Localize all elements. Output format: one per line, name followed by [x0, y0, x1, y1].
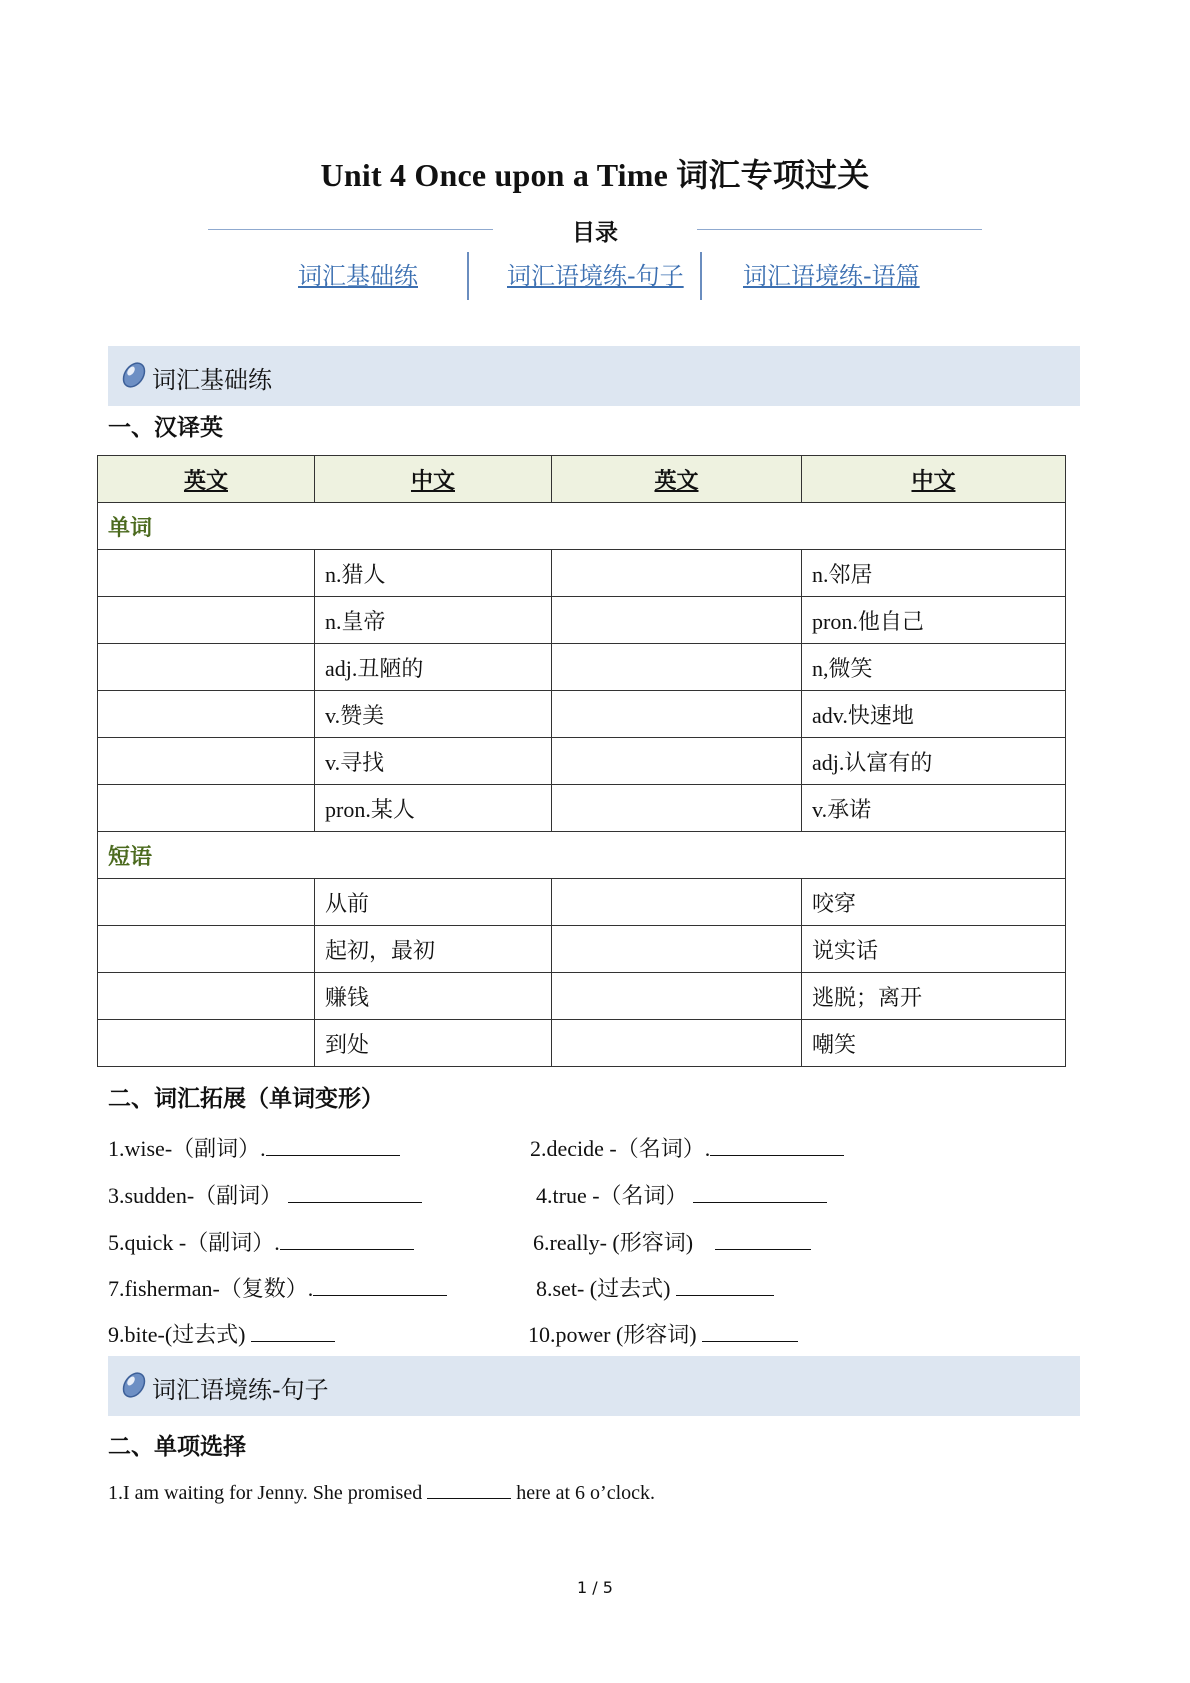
- table-row: [98, 550, 1066, 597]
- exercise-prompt: 1.wise-（副词）.: [108, 1136, 266, 1161]
- answer-blank[interactable]: [266, 1135, 400, 1156]
- table-row: [98, 597, 1066, 644]
- exercise-item: [536, 1179, 827, 1210]
- answer-cell[interactable]: [98, 738, 315, 785]
- group-label-phrases: 短语: [98, 832, 1066, 879]
- pill-icon: [120, 360, 148, 390]
- chinese-cell: 逃脱；离开: [802, 973, 1066, 1020]
- table-row: [98, 691, 1066, 738]
- chinese-cell: 说实话: [802, 926, 1066, 973]
- exercise-prompt: 8.set- (过去式): [536, 1276, 671, 1301]
- chinese-cell: 到处: [315, 1020, 552, 1067]
- answer-blank[interactable]: [715, 1229, 811, 1250]
- table-row: [98, 644, 1066, 691]
- exercise-item: [108, 1132, 400, 1163]
- exercise-prompt: 9.bite-(过去式): [108, 1322, 246, 1347]
- question-text: 1.I am waiting for Jenny. She promised: [108, 1482, 428, 1504]
- exercise-item: [533, 1226, 811, 1257]
- column-header: 中文: [802, 456, 1066, 503]
- exercise-item: [108, 1226, 414, 1257]
- table-row: [98, 738, 1066, 785]
- table-row: [98, 1020, 1066, 1067]
- group-label-words: 单词: [98, 503, 1066, 550]
- chinese-cell: adj.丑陋的: [315, 644, 552, 691]
- page-title: Unit 4 Once upon a Time 词汇专项过关: [320, 157, 870, 193]
- answer-cell[interactable]: [98, 926, 315, 973]
- answer-cell[interactable]: [552, 644, 802, 691]
- answer-cell[interactable]: [552, 738, 802, 785]
- answer-blank[interactable]: [693, 1182, 827, 1203]
- section-banner-basic: [108, 346, 1080, 406]
- column-header: 英文: [98, 456, 315, 503]
- answer-cell[interactable]: [552, 597, 802, 644]
- table-row: [98, 973, 1066, 1020]
- question-1: [108, 1478, 655, 1505]
- exercise-item: [108, 1272, 447, 1303]
- exercise-item: [536, 1272, 774, 1303]
- chinese-cell: 从前: [315, 879, 552, 926]
- chinese-cell: n.猎人: [315, 550, 552, 597]
- answer-cell[interactable]: [552, 973, 802, 1020]
- toc-link-basic[interactable]: 词汇基础练: [298, 262, 418, 290]
- answer-blank[interactable]: [427, 1478, 511, 1499]
- answer-blank[interactable]: [676, 1275, 774, 1296]
- exercise-prompt: 3.sudden-（副词）: [108, 1183, 283, 1208]
- exercise-prompt: 5.quick -（副词）.: [108, 1230, 280, 1255]
- table-row: [98, 879, 1066, 926]
- answer-cell[interactable]: [98, 973, 315, 1020]
- chinese-cell: n,微笑: [802, 644, 1066, 691]
- exercise-prompt: 4.true -（名词）: [536, 1183, 688, 1208]
- exercise-item: [528, 1318, 798, 1349]
- page-number: 1 / 5: [577, 1578, 613, 1597]
- banner-text: 词汇语境练-句子: [152, 1376, 329, 1404]
- answer-cell[interactable]: [98, 879, 315, 926]
- table-header-row: [98, 456, 1066, 503]
- exercise-prompt: 6.really- (形容词): [533, 1230, 694, 1255]
- column-header: 英文: [552, 456, 802, 503]
- answer-cell[interactable]: [98, 550, 315, 597]
- toc-link-sentence[interactable]: 词汇语境练-句子: [507, 262, 684, 290]
- section-heading: 二、词汇拓展（单词变形）: [108, 1086, 384, 1112]
- answer-cell[interactable]: [98, 1020, 315, 1067]
- answer-blank[interactable]: [288, 1182, 422, 1203]
- toc-links: [0, 256, 1190, 304]
- answer-cell[interactable]: [552, 879, 802, 926]
- group-row: [98, 832, 1066, 879]
- answer-blank[interactable]: [280, 1229, 414, 1250]
- chinese-cell: v.承诺: [802, 785, 1066, 832]
- exercise-item: [108, 1179, 422, 1210]
- answer-cell[interactable]: [552, 550, 802, 597]
- column-header: 中文: [315, 456, 552, 503]
- answer-cell[interactable]: [98, 644, 315, 691]
- chinese-cell: adj.认富有的: [802, 738, 1066, 785]
- table-row: [98, 926, 1066, 973]
- toc-separator: [700, 252, 702, 300]
- pill-icon: [120, 1370, 148, 1400]
- answer-cell[interactable]: [98, 691, 315, 738]
- exercise-prompt: 10.power (形容词): [528, 1322, 697, 1347]
- exercise-prompt: 7.fisherman-（复数）.: [108, 1276, 314, 1301]
- answer-cell[interactable]: [552, 785, 802, 832]
- vocab-table: [97, 455, 1066, 1067]
- chinese-cell: n.皇帝: [315, 597, 552, 644]
- chinese-cell: 嘲笑: [802, 1020, 1066, 1067]
- group-row: [98, 503, 1066, 550]
- answer-cell[interactable]: [98, 597, 315, 644]
- answer-blank[interactable]: [710, 1135, 844, 1156]
- question-text: here at 6 o’clock.: [511, 1482, 656, 1504]
- toc-label: 目录: [572, 220, 618, 246]
- section-heading: 二、单项选择: [108, 1434, 246, 1460]
- answer-cell[interactable]: [552, 926, 802, 973]
- toc-link-passage[interactable]: 词汇语境练-语篇: [743, 262, 920, 290]
- chinese-cell: n.邻居: [802, 550, 1066, 597]
- answer-cell[interactable]: [552, 1020, 802, 1067]
- exercise-prompt: 2.decide -（名词）.: [530, 1136, 711, 1161]
- chinese-cell: v.赞美: [315, 691, 552, 738]
- answer-blank[interactable]: [702, 1321, 798, 1342]
- chinese-cell: pron.他自己: [802, 597, 1066, 644]
- exercise-item: [530, 1132, 844, 1163]
- table-row: [98, 785, 1066, 832]
- chinese-cell: pron.某人: [315, 785, 552, 832]
- exercise-item: [108, 1318, 335, 1349]
- answer-blank[interactable]: [251, 1321, 335, 1342]
- chinese-cell: 起初，最初: [315, 926, 552, 973]
- answer-cell[interactable]: [98, 785, 315, 832]
- answer-blank[interactable]: [313, 1275, 447, 1296]
- chinese-cell: 咬穿: [802, 879, 1066, 926]
- section-heading: 一、汉译英: [108, 415, 223, 441]
- banner-text: 词汇基础练: [152, 366, 272, 394]
- chinese-cell: adv.快速地: [802, 691, 1066, 738]
- answer-cell[interactable]: [552, 691, 802, 738]
- section-banner-sentence: [108, 1356, 1080, 1416]
- toc-separator: [467, 252, 469, 300]
- chinese-cell: 赚钱: [315, 973, 552, 1020]
- chinese-cell: v.寻找: [315, 738, 552, 785]
